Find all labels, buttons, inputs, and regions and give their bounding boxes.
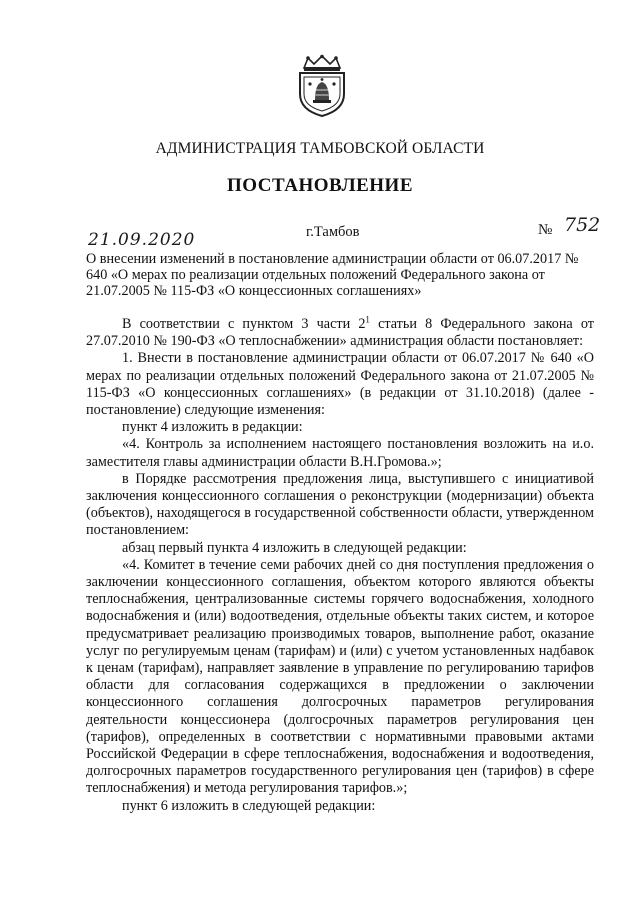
point-4-intro: пункт 4 изложить в редакции: bbox=[122, 419, 303, 436]
tambov-coat-of-arms-icon bbox=[296, 54, 348, 118]
superscript-mark: 1 bbox=[365, 314, 370, 325]
preamble-paragraph: В соответствии с пунктом 3 части $2^1$ статьи 8 Федерального закона от 27.07.2010 № 190-ФЗ «О теплоснабжении» администрация области постановляет: bbox=[86, 314, 595, 350]
point-4-new-text: «4. Комитет в течение семи рабочих дней со дня поступления предложения о заключении концессионного соглашения, объектом которого являются объекты теплоснабжения, централизованные системы горячего водоснабжения, холодного водоснабжения и (или) водоотведения, отдельные объекты таких систем, и которое предусматривает реализацию производимых товаров, выполнение работ, оказание услуг по регулируемым ценам (тарифам) и (или) с учетом установленных надбавок к ценам (тарифам), направляет заявление в управление по регулированию тарифов области для согласования содержащихся в предложении о заключении концессионного соглашения долгосрочных параметров регулирования деятельности концессионера (долгосрочных параметров регулирования цен (тарифов), определенных в соответствии с нормативными правовыми актами Российской Федерации в сфере теплоснабжения, водоснабжения и водоотведения, долгосрочных параметров государственного регулирования цен (тарифов) в сфере теплоснабжения) и метода регулирования тарифов.»; bbox=[86, 556, 594, 797]
document-city: г.Тамбов bbox=[306, 224, 360, 240]
point-4-text: «4. Контроль за исполнением настоящего постановления возложить на и.о. заместителя главы администрации области В.Н.Громова.»; bbox=[86, 436, 594, 470]
document-subject: О внесении изменений в постановление администрации области от 06.07.2017 № 640 «О мерах по реализации отдельных положений Федерального закона от 21.07.2005 № 115-ФЗ «О концессионных соглашениях» bbox=[86, 251, 579, 299]
document-type-title: ПОСТАНОВЛЕНИЕ bbox=[226, 175, 414, 196]
document-number: 752 bbox=[564, 214, 601, 236]
document-date: 21.09.2020 bbox=[88, 230, 196, 250]
paragraph-one-intro: абзац первый пункта 4 изложить в следующей редакции: bbox=[122, 539, 467, 556]
item-1-paragraph: 1. Внести в постановление администрации области от 06.07.2017 № 640 «О мерах по реализации отдельных положений Федерального закона от 21.07.2005 № 115-ФЗ «О концессионных соглашениях» (в редакции от 31.10.2018) (далее - постановление) следующие изменения: bbox=[86, 350, 594, 419]
document-body bbox=[86, 316, 594, 815]
number-label: № bbox=[538, 222, 553, 238]
organization-title: АДМИНИСТРАЦИЯ ТАМБОВСКОЙ ОБЛАСТИ bbox=[155, 140, 485, 157]
point-6-intro: пункт 6 изложить в следующей редакции: bbox=[122, 797, 376, 814]
order-intro-paragraph: в Порядке рассмотрения предложения лица, выступившего с инициативой заключения концессионного соглашения о реконструкции (модернизации) объекта (объектов), находящегося в государственной собственности области, утвержденном постановлением: bbox=[86, 470, 594, 539]
